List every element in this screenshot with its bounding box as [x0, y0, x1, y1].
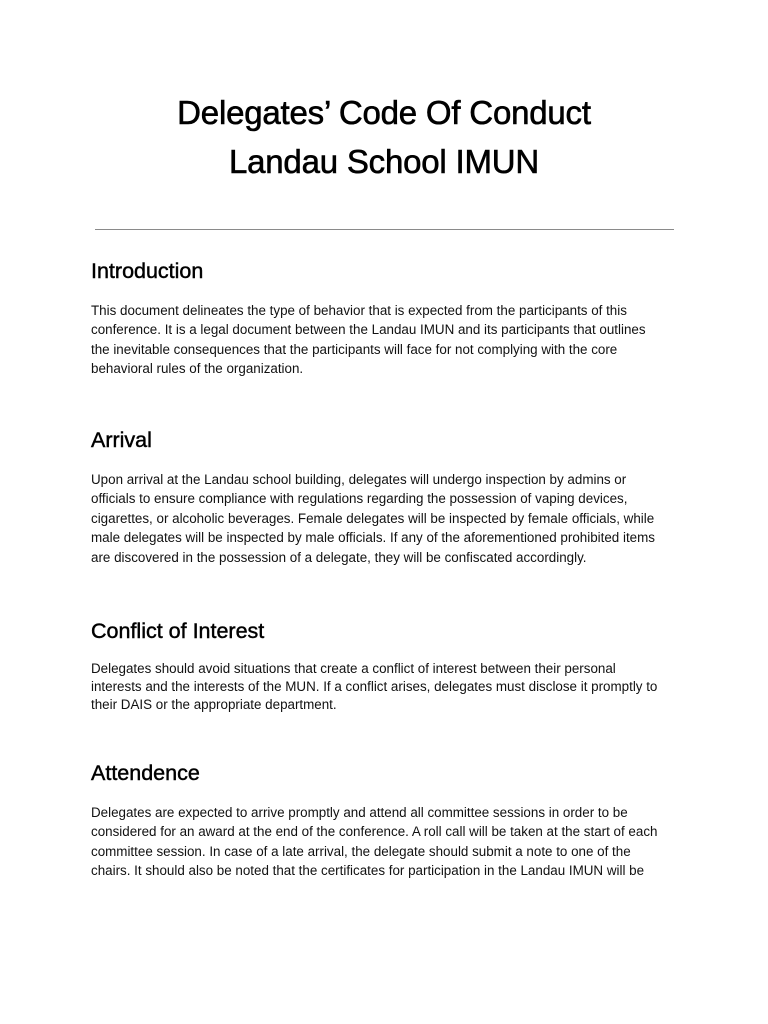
body-line: are discovered in the possession of a delegate, they will be confiscated accordingly. — [91, 549, 587, 565]
body-line: Delegates should avoid situations that create a conflict of interest between their personal — [91, 661, 616, 676]
section-heading-introduction: Introduction — [91, 259, 204, 283]
body-line: Upon arrival at the Landau school building, delegates will undergo inspection by admins or — [91, 472, 627, 487]
body-line: the inevitable consequences that the participants will face for not complying with the core — [91, 341, 618, 357]
body-line: male delegates will be inspected by male officials. If any of the aforementioned prohibited items — [91, 530, 655, 546]
body-line: conference. It is a legal document between the Landau IMUN and its participants that outlines — [91, 322, 646, 338]
body-line: chairs. It should also be noted that the certificates for participation in the Landau IMUN will be — [91, 863, 645, 879]
body-line: their DAIS or the appropriate department. — [91, 697, 337, 712]
document-title-line-2: Landau School IMUN — [228, 143, 540, 180]
section-heading-arrival: Arrival — [91, 428, 152, 452]
body-line: cigarettes, or alcoholic beverages. Female delegates will be inspected by female officials, while — [91, 510, 655, 526]
section-heading-attendence: Attendence — [91, 761, 200, 785]
title-divider — [95, 229, 674, 230]
section-body-introduction — [91, 301, 683, 379]
section-body-conflict-of-interest — [91, 660, 683, 714]
body-line: considered for an award at the end of the conference. A roll call will be taken at the start of each — [91, 824, 658, 840]
body-line: This document delineates the type of behavior that is expected from the participants of this — [91, 303, 627, 318]
section-body-arrival — [91, 470, 683, 567]
body-line: behavioral rules of the organization. — [91, 361, 304, 377]
section-heading-conflict-of-interest: Conflict of Interest — [91, 619, 265, 643]
body-line: interests and the interests of the MUN. If a conflict arises, delegates must disclose it promptly to — [91, 679, 658, 694]
section-body-attendence — [91, 803, 683, 881]
body-line: Delegates are expected to arrive promptly and attend all committee sessions in order to be — [91, 805, 628, 820]
body-line: committee session. In case of a late arrival, the delegate should submit a note to one of the — [91, 843, 631, 859]
body-line: officials to ensure compliance with regulations regarding the possession of vaping devices, — [91, 491, 628, 507]
document-title-line-1: Delegates’ Code Of Conduct — [177, 94, 591, 131]
